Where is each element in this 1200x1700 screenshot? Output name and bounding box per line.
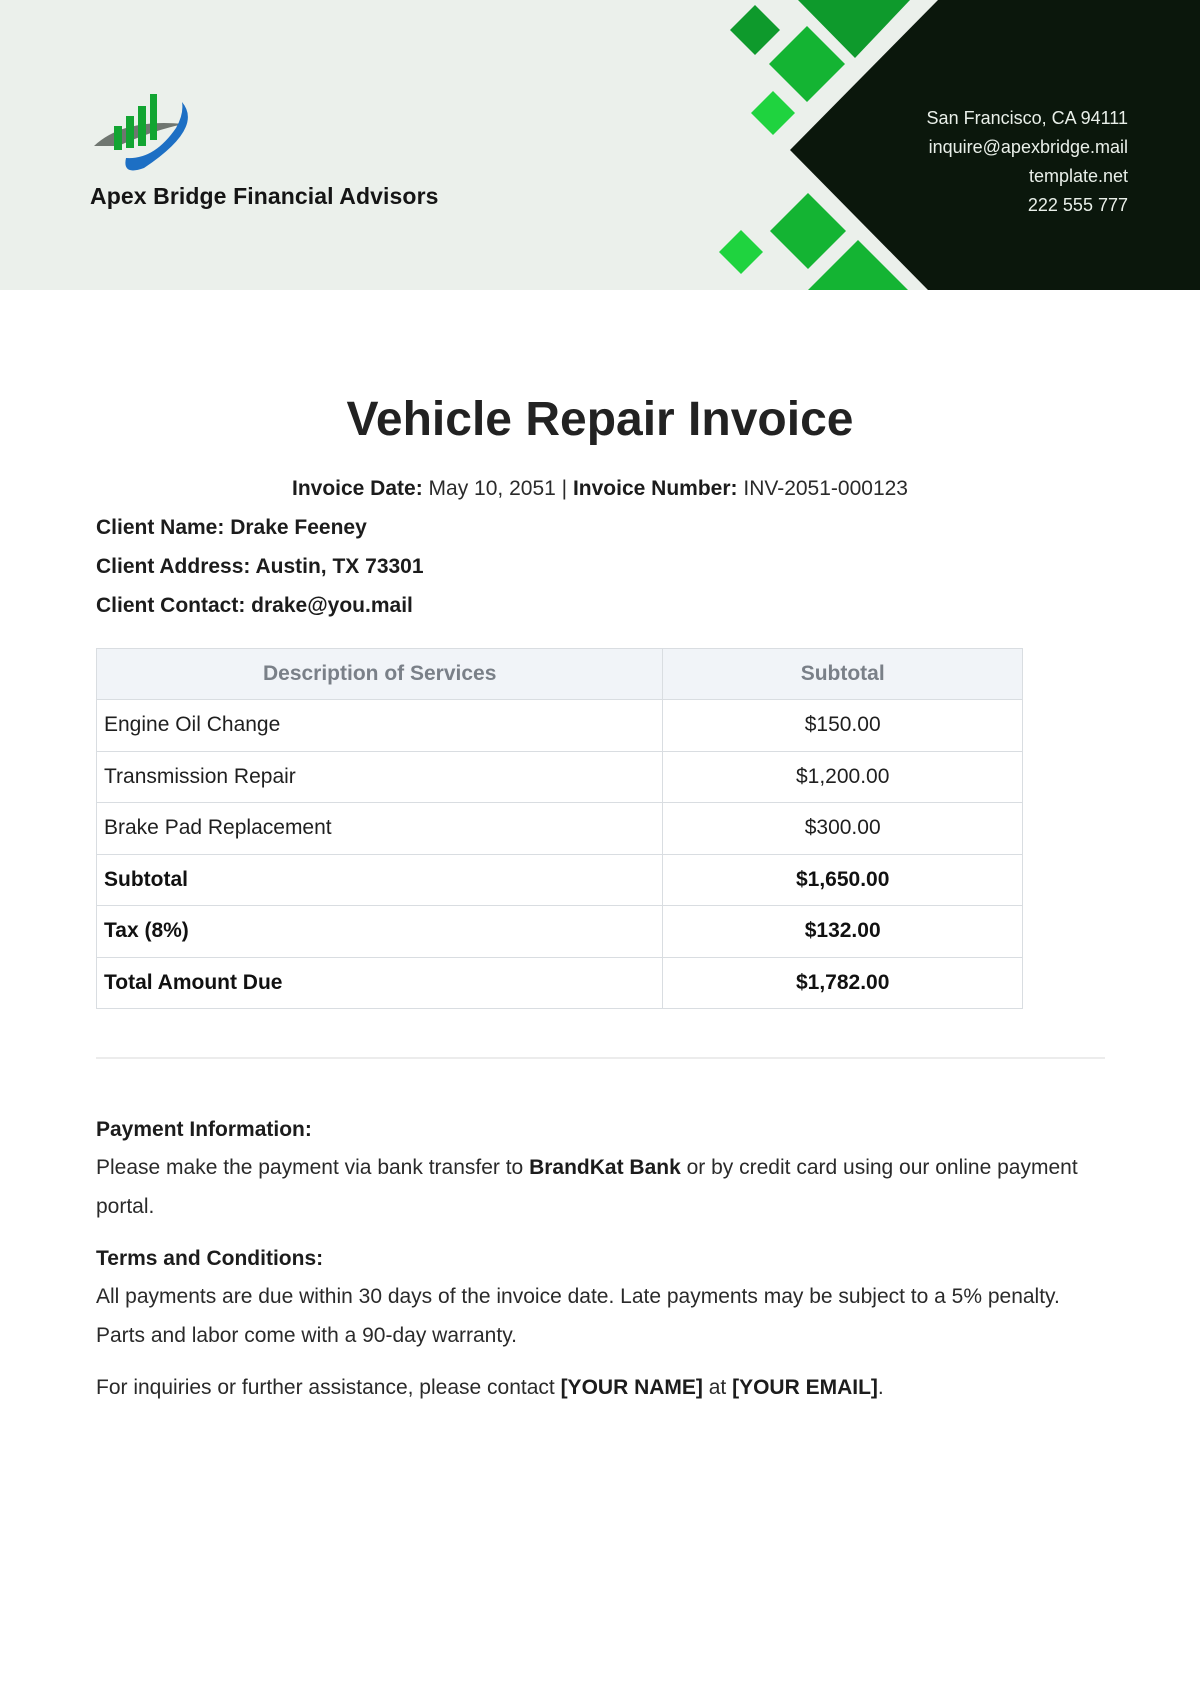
invoice-title: Vehicle Repair Invoice — [346, 393, 854, 446]
service-description: Engine Oil Change — [97, 700, 663, 752]
contact-name-placeholder: [YOUR NAME] — [560, 1376, 703, 1399]
meta-separator: | — [561, 477, 568, 500]
table-row — [97, 700, 1023, 752]
contact-email-placeholder: [YOUR EMAIL] — [732, 1376, 878, 1399]
table-header-row — [97, 649, 1023, 700]
green-diamond — [751, 91, 795, 135]
terms-text: All payments are due within 30 days of the invoice date. Late payments may be subject to a 5% penalty. Parts and labor come with a 90-day warranty. — [96, 1285, 1060, 1347]
payment-heading: Payment Information: — [96, 1118, 312, 1141]
company-phone: 222 555 777 — [1027, 195, 1128, 215]
inquiry-text-start: For inquiries or further assistance, please contact — [96, 1376, 561, 1399]
invoice-number-label: Invoice Number: — [572, 477, 738, 500]
column-header-description: Description of Services — [97, 649, 663, 700]
bank-name: BrandKat Bank — [529, 1156, 681, 1179]
services-table — [96, 648, 1023, 1009]
total-value: $1,782.00 — [663, 957, 1023, 1009]
table-row — [97, 803, 1023, 855]
invoice-meta-line — [0, 477, 1200, 501]
tax-label: Tax (8%) — [97, 906, 663, 958]
payment-text-start: Please make the payment via bank transfer to — [96, 1156, 530, 1179]
subtotal-row — [97, 854, 1023, 906]
green-diamond — [730, 5, 780, 55]
inquiry-text-end: . — [877, 1376, 884, 1399]
green-diamond — [719, 230, 763, 274]
invoice-number-value: INV-2051-000123 — [743, 477, 908, 500]
section-divider — [96, 1057, 1105, 1059]
client-address: Client Address: Austin, TX 73301 — [96, 555, 424, 578]
service-description: Brake Pad Replacement — [97, 803, 663, 855]
terms-heading: Terms and Conditions: — [96, 1247, 324, 1270]
company-website[interactable]: template.net — [1028, 166, 1128, 186]
service-description: Transmission Repair — [97, 751, 663, 803]
inquiry-text — [96, 1368, 1106, 1407]
company-logo-icon — [84, 88, 196, 178]
service-amount: $1,200.00 — [663, 751, 1023, 803]
table-row — [97, 751, 1023, 803]
service-amount: $300.00 — [663, 803, 1023, 855]
company-contact-block — [927, 104, 1128, 220]
invoice-header — [0, 0, 1200, 290]
total-label: Total Amount Due — [97, 957, 663, 1009]
company-name: Apex Bridge Financial Advisors — [90, 183, 439, 209]
tax-value: $132.00 — [663, 906, 1023, 958]
payment-text — [96, 1148, 1106, 1226]
payment-text-end: or by credit card using our online payment portal. — [96, 1156, 1078, 1218]
subtotal-value: $1,650.00 — [663, 854, 1023, 906]
client-name: Client Name: Drake Feeney — [96, 516, 367, 539]
green-diamond — [770, 193, 846, 269]
company-email[interactable]: inquire@apexbridge.mail — [928, 137, 1128, 157]
invoice-date-value: May 10, 2051 — [428, 477, 556, 500]
subtotal-label: Subtotal — [97, 854, 663, 906]
green-diamond — [769, 26, 845, 102]
company-address: San Francisco, CA 94111 — [926, 108, 1128, 128]
column-header-subtotal: Subtotal — [663, 649, 1023, 700]
inquiry-text-middle: at — [702, 1376, 733, 1399]
total-row — [97, 957, 1023, 1009]
service-amount: $150.00 — [663, 700, 1023, 752]
tax-row — [97, 906, 1023, 958]
invoice-date-label: Invoice Date: — [291, 477, 423, 500]
client-contact: Client Contact: drake@you.mail — [96, 594, 413, 617]
